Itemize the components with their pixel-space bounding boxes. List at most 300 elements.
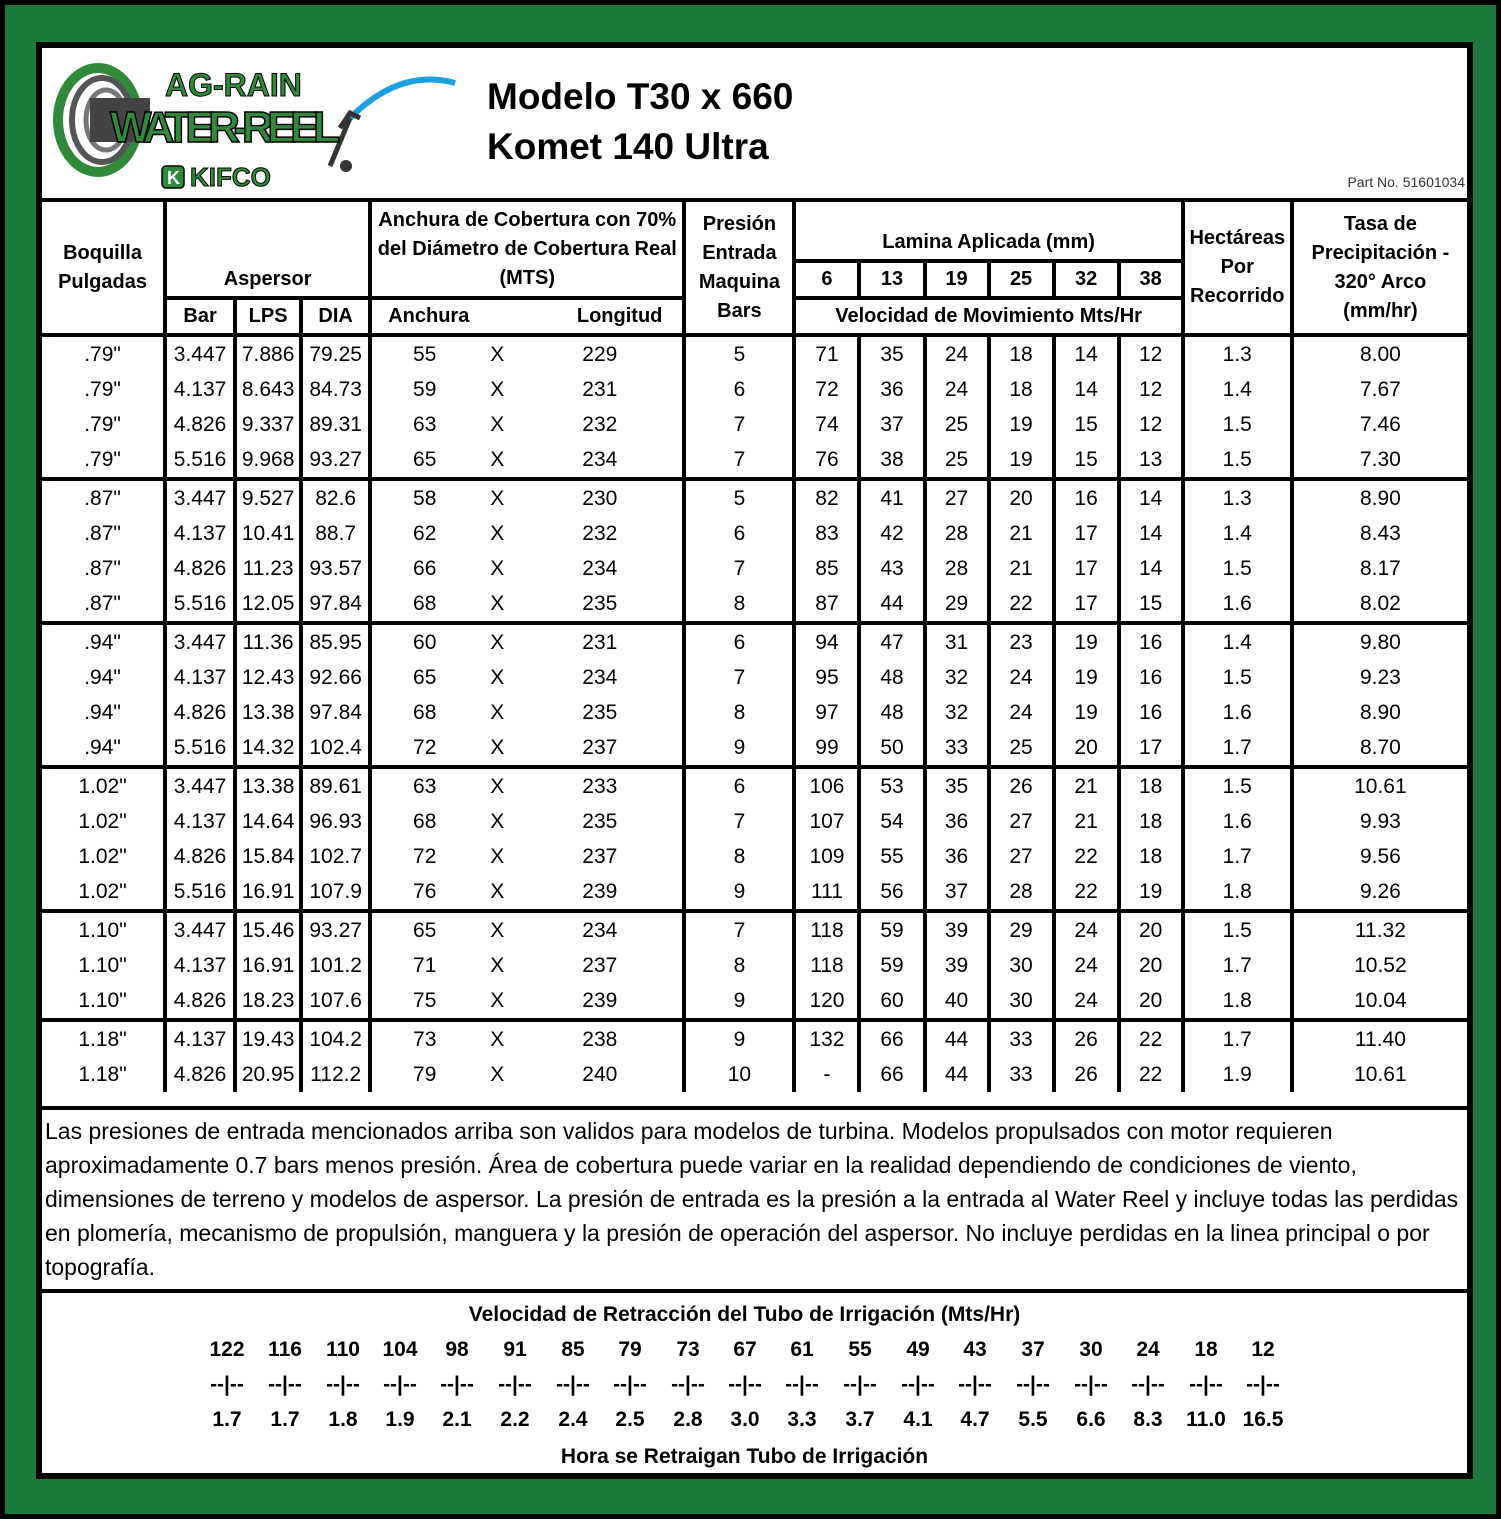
retraction-hour: 2.1 — [442, 1408, 472, 1431]
cell-dia: 97.84 — [301, 695, 370, 730]
cell-anchura: 71 — [413, 953, 437, 977]
cell-v38: 12 — [1119, 372, 1183, 407]
cell-v32: 22 — [1054, 839, 1119, 874]
cell-anchura: 79 — [413, 1062, 437, 1086]
cell-lps: 19.43 — [235, 1020, 301, 1057]
cell-v32: 24 — [1054, 911, 1119, 948]
cell-v13: 59 — [859, 911, 924, 948]
cell-v13: 48 — [859, 660, 924, 695]
cell-presion: 6 — [684, 372, 794, 407]
cell-v25: 19 — [989, 442, 1054, 479]
cell-hectareas: 1.3 — [1183, 479, 1292, 516]
cell-tasa: 7.46 — [1359, 412, 1401, 436]
header-velocidad: Velocidad de Movimiento Mts/Hr — [794, 298, 1182, 335]
retraction-speed: 37 — [1021, 1338, 1045, 1361]
retraction-hour: 1.7 — [212, 1408, 242, 1431]
retraction-separator: --|-- — [613, 1373, 647, 1396]
cell-v38: 18 — [1119, 767, 1183, 804]
table-row — [42, 479, 1467, 516]
cell-x: X — [490, 447, 505, 471]
cell-presion: 8 — [684, 839, 794, 874]
cell-presion: 8 — [684, 695, 794, 730]
cell-v38: 13 — [1119, 442, 1183, 479]
cell-anchura: 58 — [370, 479, 477, 516]
cell-dia: 92.66 — [301, 660, 370, 695]
cell-boquilla: .79" — [42, 442, 165, 479]
cell-dia: 112.2 — [301, 1057, 370, 1092]
cell-presion: 9 — [684, 874, 794, 911]
retraction-hour: 2.5 — [615, 1408, 645, 1431]
header-tasa: Tasa de Precipitación - 320° Arco (mm/hr) — [1292, 200, 1467, 335]
cell-v38: 12 — [1119, 335, 1183, 372]
cell-v13: 47 — [859, 623, 924, 660]
cell-tasa: 9.93 — [1359, 809, 1401, 833]
table-row — [42, 407, 1467, 442]
retraction-footer: Hora se Retraigan Tubo de Irrigación — [560, 1445, 929, 1468]
retraction-speed: 73 — [676, 1338, 700, 1361]
cell-longitud: 234 — [517, 551, 684, 586]
retraction-speed: 110 — [326, 1338, 360, 1361]
cell-bar: 4.826 — [165, 551, 235, 586]
cell-v25: 18 — [989, 372, 1054, 407]
cell-v19: 28 — [925, 551, 989, 586]
cell-v32: 24 — [1054, 948, 1119, 983]
cell-v25: 24 — [989, 695, 1054, 730]
cell-hectareas: 1.6 — [1183, 695, 1292, 730]
cell-tasa: 9.80 — [1292, 623, 1467, 660]
cell-boquilla: .87" — [42, 516, 165, 551]
cell-hectareas: 1.4 — [1183, 372, 1292, 407]
cell-v6: 106 — [794, 767, 859, 804]
cell-bar: 5.516 — [165, 874, 235, 911]
cell-bar: 4.826 — [165, 407, 235, 442]
retraction-hour: 2.8 — [673, 1408, 703, 1431]
cell-dia: 89.61 — [301, 767, 370, 804]
cell-v13: 53 — [859, 767, 924, 804]
cell-v38: 22 — [1119, 1057, 1183, 1092]
cell-tasa: 9.23 — [1359, 665, 1401, 689]
table-row — [42, 983, 1467, 1020]
cell-x: X — [490, 988, 505, 1012]
cell-longitud: 232 — [517, 516, 684, 551]
cell-tasa: 7.67 — [1359, 377, 1401, 401]
cell-lps: 16.91 — [235, 874, 301, 911]
cell-longitud: 239 — [517, 874, 684, 911]
cell-anchura: 66 — [413, 556, 437, 580]
header-bar: Bar — [165, 298, 235, 335]
cell-v6: 94 — [794, 623, 859, 660]
cell-tasa: 8.70 — [1359, 735, 1401, 759]
cell-hectareas: 1.5 — [1183, 660, 1292, 695]
cell-dia: 107.9 — [301, 874, 370, 911]
retraction-hour: 3.0 — [730, 1408, 760, 1431]
table-row — [42, 730, 1467, 767]
header-lamina-col: 6 — [794, 261, 859, 298]
cell-v13: 50 — [859, 730, 924, 767]
cell-longitud: 235 — [517, 804, 684, 839]
spec-sheet — [36, 42, 1473, 1479]
cell-v32: 20 — [1054, 730, 1119, 767]
cell-lps: 11.36 — [235, 623, 301, 660]
cell-x: X — [477, 1020, 517, 1057]
cell-v32: 17 — [1054, 551, 1119, 586]
header-lps: LPS — [235, 298, 301, 335]
cell-bar: 5.516 — [165, 586, 235, 623]
cell-lps: 12.05 — [235, 586, 301, 623]
retraction-speed: 49 — [906, 1338, 930, 1361]
retraction-separator: --|-- — [1131, 1373, 1165, 1396]
cell-longitud: 234 — [517, 442, 684, 479]
cell-lps: 11.23 — [235, 551, 301, 586]
cell-v32: 19 — [1054, 660, 1119, 695]
cell-dia: 97.84 — [301, 586, 370, 623]
cell-v6: 82 — [794, 479, 859, 516]
cell-v19: 36 — [925, 839, 989, 874]
cell-hectareas: 1.5 — [1183, 442, 1292, 479]
retraction-hour: 2.2 — [500, 1408, 530, 1431]
cell-lps: 15.46 — [235, 911, 301, 948]
cell-bar: 4.137 — [165, 804, 235, 839]
cell-lps: 9.968 — [235, 442, 301, 479]
cell-x: X — [490, 665, 505, 689]
cell-presion: 8 — [684, 948, 794, 983]
cell-v6: 107 — [794, 804, 859, 839]
cell-lps: 14.64 — [235, 804, 301, 839]
table-row — [42, 874, 1467, 911]
cell-x: X — [490, 377, 505, 401]
cell-tasa: 7.30 — [1359, 447, 1401, 471]
cell-bar: 5.516 — [165, 730, 235, 767]
cell-tasa: 9.26 — [1359, 879, 1401, 903]
cell-tasa: 11.32 — [1292, 911, 1467, 948]
cell-x: X — [477, 623, 517, 660]
cell-x: X — [490, 809, 505, 833]
cell-dia: 85.95 — [301, 623, 370, 660]
cell-boquilla: 1.02" — [42, 804, 165, 839]
retraction-hour: 16.5 — [1242, 1408, 1284, 1431]
cell-v38: 14 — [1119, 551, 1183, 586]
header-longitud: Longitud — [517, 298, 684, 335]
cell-v13: 66 — [859, 1057, 924, 1092]
cell-lps: 9.337 — [235, 407, 301, 442]
cell-v38: 14 — [1119, 516, 1183, 551]
cell-v25: 33 — [989, 1057, 1054, 1092]
cell-v25: 22 — [989, 586, 1054, 623]
header-lamina-col: 38 — [1119, 261, 1183, 298]
cell-bar: 5.516 — [165, 442, 235, 479]
cell-v19: 39 — [925, 948, 989, 983]
table-row — [42, 839, 1467, 874]
cell-longitud: 237 — [517, 730, 684, 767]
cell-dia: 96.93 — [301, 804, 370, 839]
retraction-speed: 98 — [445, 1338, 469, 1361]
header — [42, 48, 1467, 198]
cell-v19: 24 — [925, 372, 989, 407]
cell-hectareas: 1.7 — [1183, 839, 1292, 874]
cell-lps: 13.38 — [235, 767, 301, 804]
cell-hectareas: 1.7 — [1183, 1020, 1292, 1057]
retraction-hour: 3.3 — [787, 1408, 817, 1431]
retraction-speed: 55 — [848, 1338, 872, 1361]
cell-x: X — [490, 412, 505, 436]
retraction-separator: --|-- — [268, 1373, 302, 1396]
cell-tasa: 11.40 — [1292, 1020, 1467, 1057]
cell-v19: 25 — [925, 442, 989, 479]
cell-v38: 12 — [1119, 407, 1183, 442]
cell-dia: 93.27 — [301, 911, 370, 948]
cell-v13: 66 — [859, 1020, 924, 1057]
cell-presion: 9 — [684, 1020, 794, 1057]
table-row — [42, 516, 1467, 551]
cell-v25: 23 — [989, 623, 1054, 660]
cell-anchura: 55 — [370, 335, 477, 372]
cell-v19: 32 — [925, 695, 989, 730]
cell-v19: 27 — [925, 479, 989, 516]
cell-v32: 19 — [1054, 623, 1119, 660]
cell-hectareas: 1.7 — [1183, 730, 1292, 767]
cell-v38: 17 — [1119, 730, 1183, 767]
cell-tasa: 8.00 — [1292, 335, 1467, 372]
retraction-hour: 3.7 — [845, 1408, 875, 1431]
cell-longitud: 239 — [517, 983, 684, 1020]
cell-v25: 21 — [989, 516, 1054, 551]
cell-anchura: 75 — [413, 988, 437, 1012]
cell-v13: 54 — [859, 804, 924, 839]
cell-v13: 37 — [859, 407, 924, 442]
cell-anchura: 62 — [413, 521, 437, 545]
cell-longitud: 235 — [517, 695, 684, 730]
retraction-speed: 67 — [733, 1338, 757, 1361]
cell-v6: 74 — [794, 407, 859, 442]
cell-boquilla: .87" — [42, 586, 165, 623]
cell-boquilla: 1.02" — [42, 767, 165, 804]
table-row — [42, 948, 1467, 983]
cell-v38: 14 — [1119, 479, 1183, 516]
retraction-hour: 8.3 — [1133, 1408, 1163, 1431]
cell-v25: 30 — [989, 948, 1054, 983]
cell-v25: 25 — [989, 730, 1054, 767]
cell-dia: 84.73 — [301, 372, 370, 407]
cell-longitud: 234 — [517, 911, 684, 948]
cell-v32: 17 — [1054, 586, 1119, 623]
cell-v25: 29 — [989, 911, 1054, 948]
cell-anchura: 63 — [413, 412, 437, 436]
cell-boquilla: .79" — [42, 372, 165, 407]
cell-bar: 3.447 — [165, 335, 235, 372]
cell-hectareas: 1.5 — [1183, 551, 1292, 586]
header-lamina-col: 25 — [989, 261, 1054, 298]
cell-v25: 33 — [989, 1020, 1054, 1057]
cell-v25: 27 — [989, 839, 1054, 874]
header-anchura-title: Anchura de Cobertura con 70% del Diámetro de Cobertura Real (MTS) — [370, 200, 684, 298]
cell-anchura: 68 — [413, 700, 437, 724]
cell-boquilla: .87" — [42, 479, 165, 516]
cell-dia: 93.27 — [301, 442, 370, 479]
cell-anchura: 72 — [413, 735, 437, 759]
cell-lps: 18.23 — [235, 983, 301, 1020]
cell-v13: 48 — [859, 695, 924, 730]
cell-longitud: 231 — [517, 372, 684, 407]
data-rows — [42, 335, 1467, 1092]
cell-lps: 8.643 — [235, 372, 301, 407]
logo-brand: KIFCO — [190, 162, 271, 192]
cell-tasa: 10.04 — [1354, 988, 1407, 1012]
cell-tasa: 8.90 — [1292, 479, 1467, 516]
cell-anchura: 65 — [413, 665, 437, 689]
cell-v38: 16 — [1119, 695, 1183, 730]
cell-lps: 15.84 — [235, 839, 301, 874]
cell-v38: 22 — [1119, 1020, 1183, 1057]
cell-bar: 4.826 — [165, 1057, 235, 1092]
cell-x: X — [490, 700, 505, 724]
cell-bar: 3.447 — [165, 767, 235, 804]
cell-v6: 120 — [794, 983, 859, 1020]
cell-v19: 24 — [925, 335, 989, 372]
table-row — [42, 372, 1467, 407]
cell-v38: 18 — [1119, 804, 1183, 839]
cell-bar: 3.447 — [165, 911, 235, 948]
cell-tasa: 10.61 — [1354, 1062, 1407, 1086]
cell-boquilla: 1.02" — [42, 839, 165, 874]
cell-v32: 21 — [1054, 767, 1119, 804]
cell-hectareas: 1.4 — [1183, 623, 1292, 660]
retraction-speed: 43 — [963, 1338, 987, 1361]
cell-anchura: 63 — [370, 767, 477, 804]
retraction-speed: 24 — [1136, 1338, 1160, 1361]
cell-v32: 22 — [1054, 874, 1119, 911]
cell-presion: 10 — [684, 1057, 794, 1092]
cell-presion: 9 — [684, 730, 794, 767]
cell-lps: 12.43 — [235, 660, 301, 695]
cell-v6: 87 — [794, 586, 859, 623]
cell-boquilla: 1.18" — [42, 1057, 165, 1092]
retraction-separator: --|-- — [785, 1373, 819, 1396]
cell-tasa: 9.56 — [1359, 844, 1401, 868]
header-boquilla: Boquilla Pulgadas — [42, 200, 165, 335]
cell-x: X — [490, 953, 505, 977]
cell-x: X — [490, 844, 505, 868]
cell-presion: 5 — [684, 479, 794, 516]
cell-anchura: 60 — [370, 623, 477, 660]
cell-boquilla: 1.18" — [42, 1020, 165, 1057]
cell-hectareas: 1.5 — [1183, 767, 1292, 804]
retraction-speed: 116 — [268, 1338, 302, 1361]
cell-bar: 4.137 — [165, 948, 235, 983]
ag-rain-water-reel-logo — [50, 58, 470, 193]
cell-longitud: 235 — [517, 586, 684, 623]
cell-v6: 132 — [794, 1020, 859, 1057]
cell-longitud: 232 — [517, 407, 684, 442]
cell-x: X — [477, 335, 517, 372]
table-row — [42, 586, 1467, 623]
cell-presion: 7 — [684, 407, 794, 442]
cell-bar: 3.447 — [165, 479, 235, 516]
cell-v25: 18 — [989, 335, 1054, 372]
retraction-speed: 85 — [561, 1338, 585, 1361]
retraction-hour: 1.8 — [328, 1408, 358, 1431]
cell-bar: 4.826 — [165, 983, 235, 1020]
cell-v25: 28 — [989, 874, 1054, 911]
cell-v25: 30 — [989, 983, 1054, 1020]
cell-v38: 16 — [1119, 623, 1183, 660]
cell-presion: 7 — [684, 660, 794, 695]
retraction-separator: --|-- — [210, 1373, 244, 1396]
cell-presion: 9 — [684, 983, 794, 1020]
cell-lps: 14.32 — [235, 730, 301, 767]
cell-longitud: 238 — [517, 1020, 684, 1057]
header-anchura: Anchura — [370, 298, 517, 335]
cell-longitud: 230 — [517, 479, 684, 516]
cell-x: X — [477, 479, 517, 516]
cell-lps: 10.41 — [235, 516, 301, 551]
cell-v19: 37 — [925, 874, 989, 911]
cell-v13: 41 — [859, 479, 924, 516]
cell-v13: 56 — [859, 874, 924, 911]
table-row — [42, 335, 1467, 372]
data-table — [42, 198, 1467, 1092]
cell-boquilla: .94" — [42, 730, 165, 767]
cell-v13: 36 — [859, 372, 924, 407]
cell-presion: 5 — [684, 335, 794, 372]
cell-presion: 7 — [684, 551, 794, 586]
cell-v13: 44 — [859, 586, 924, 623]
cell-hectareas: 1.3 — [1183, 335, 1292, 372]
cell-bar: 4.826 — [165, 695, 235, 730]
cell-v32: 16 — [1054, 479, 1119, 516]
table-row — [42, 623, 1467, 660]
cell-v19: 25 — [925, 407, 989, 442]
cell-v13: 59 — [859, 948, 924, 983]
retraction-speed: 18 — [1194, 1338, 1218, 1361]
cell-dia: 89.31 — [301, 407, 370, 442]
retraction-speed: 12 — [1251, 1338, 1275, 1361]
cell-boquilla: 1.10" — [42, 948, 165, 983]
cell-v32: 17 — [1054, 516, 1119, 551]
cell-lps: 13.38 — [235, 695, 301, 730]
cell-v6: 109 — [794, 839, 859, 874]
cell-boquilla: .79" — [42, 335, 165, 372]
cell-anchura: 68 — [413, 591, 437, 615]
cell-v32: 21 — [1054, 804, 1119, 839]
header-aspersor: Aspersor — [165, 200, 370, 298]
cell-v6: 118 — [794, 948, 859, 983]
cell-v25: 19 — [989, 407, 1054, 442]
cell-v19: 36 — [925, 804, 989, 839]
cell-v6: 76 — [794, 442, 859, 479]
retraction-speed: 79 — [618, 1338, 642, 1361]
cell-boquilla: 1.02" — [42, 874, 165, 911]
cell-dia: 104.2 — [301, 1020, 370, 1057]
retraction-title: Velocidad de Retracción del Tubo de Irrigación (Mts/Hr) — [468, 1303, 1021, 1326]
cell-x: X — [490, 556, 505, 580]
table-row — [42, 695, 1467, 730]
cell-anchura: 68 — [413, 809, 437, 833]
cell-v32: 15 — [1054, 407, 1119, 442]
cell-dia: 107.6 — [301, 983, 370, 1020]
part-number: Part No. 51601034 — [1347, 174, 1465, 190]
retraction-separator: --|-- — [556, 1373, 590, 1396]
cell-boquilla: .94" — [42, 623, 165, 660]
cell-v6: 71 — [794, 335, 859, 372]
cell-boquilla: .79" — [42, 407, 165, 442]
table-row — [42, 911, 1467, 948]
retraction-separator: --|-- — [1189, 1373, 1223, 1396]
cell-v19: 35 — [925, 767, 989, 804]
cell-anchura: 65 — [370, 911, 477, 948]
cell-v38: 20 — [1119, 911, 1183, 948]
cell-longitud: 237 — [517, 839, 684, 874]
retraction-separator: --|-- — [958, 1373, 992, 1396]
